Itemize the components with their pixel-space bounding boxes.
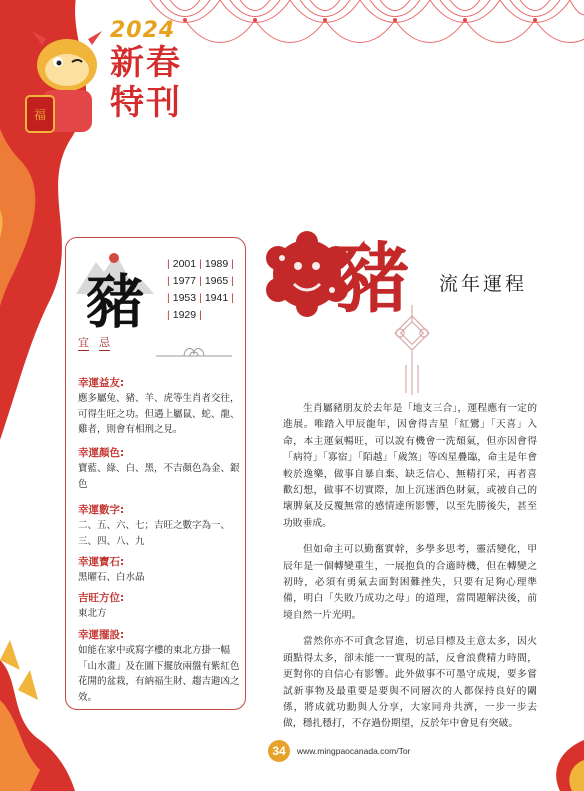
section-heading: 幸運益友: <box>78 377 125 389</box>
section-body: 黑曜石、白水晶 <box>78 572 145 583</box>
svg-text:福: 福 <box>33 108 47 122</box>
section-body: 寶藍、綠、白、黑，不吉顏色為金、銀色 <box>78 463 240 490</box>
section-heading: 幸運數字: <box>78 504 125 516</box>
footer-url[interactable]: www.mingpaocanada.com/Tor <box>297 746 411 756</box>
section-body: 東北方 <box>78 608 107 619</box>
year-row: | 2001 | 1989 | <box>167 258 234 270</box>
article-paragraph: 當然你亦不可貪念冒進，切忌目標及主意太多，因火頭點得太多，卻未能一一實現的話，反會浪費精力時間，更對你的自信心有影響。此外做事不可墨守成規，要多嘗試新事物及最重要是要與不同層次的人都保持良好的關係，將成就功勳與人分享，大家同舟共濟，一步一步去做，穩扎穩打，不存過份期望，反於年中會見有突破。 <box>283 636 537 730</box>
suitable-label: 宜 <box>78 336 89 349</box>
birth-years-list <box>164 256 244 324</box>
title-subtitle: 流年運程 <box>439 273 528 295</box>
title-zodiac-character: 豬 <box>333 234 409 323</box>
section-body: 如能在家中或寫字樓的東北方掛一幅「山水畫」及在圖下擺放兩盤有紫紅色花開的盆栽，有納福生財、趨吉避凶之效。 <box>78 645 240 703</box>
section-heading: 幸運擺設: <box>78 629 125 641</box>
section-body: 應多屬兔、豬、羊、虎等生肖者交往，可得生旺之功。但遇上屬鼠、蛇、龍、雞者，則會有相刑之見。 <box>78 393 240 435</box>
dragon-tail-decoration <box>0 640 80 791</box>
year-row: | 1953 | 1941 | <box>167 292 234 304</box>
section-heading: 幸運寶石: <box>78 556 125 568</box>
lucky-decor-section <box>78 628 240 705</box>
page-number-badge: 34 <box>268 740 290 762</box>
section-heading: 幸運顏色: <box>78 447 125 459</box>
chinese-knot-icon <box>392 305 432 395</box>
zodiac-character: 豬 <box>86 268 145 336</box>
suitable-avoid-labels <box>78 334 120 351</box>
lucky-numbers-section <box>78 503 240 549</box>
article-paragraph: 生肖屬豬朋友於去年是「地支三合」，運程應有一定的進展。唯踏入甲辰龍年，因會得吉星「紅鸞」「天喜」入命，本主運氣暢旺，可以說有機會一洗頹氣，但亦因會得「病符」「寡宿」「陌越」「歲煞」等凶星疊臨，命主是年會較於逸樂，做事自暴自棄、缺乏信心、無精打采，再者喜歡幻想，做事不切實際，加上沉迷酒色財氣，或被自己的壞脾氣及反覆無常的感情達所影響，以至先勝後失，甚至功敗垂成。 <box>283 403 537 529</box>
card-hero <box>72 248 172 348</box>
lucky-direction-section <box>78 591 240 622</box>
issue-title-line2: 特刊 <box>110 83 182 123</box>
lucky-friends-section <box>78 376 240 438</box>
corner-swirl-decoration <box>520 720 584 791</box>
dragon-mascot-icon <box>12 20 112 140</box>
article-paragraph: 但如命主可以勤奮實幹，多學多思考，靈活變化，甲辰年是一個轉變重生，一展抱負的合適時機，但在轉變之初時，必須有勇氣去面對困難挫失，只要有足夠心理準備，明白「失敗乃成功之母」的道理，當問題解決後，前境自然一片光明。 <box>283 544 537 621</box>
zodiac-info-card <box>65 237 246 710</box>
issue-masthead <box>110 18 220 123</box>
lucky-gems-section <box>78 555 240 586</box>
year-row: | 1977 | 1965 | <box>167 275 234 287</box>
cloud-decoration-icon <box>154 342 234 358</box>
issue-year: 2024 <box>110 18 176 43</box>
issue-title-line1: 新春 <box>110 43 182 83</box>
year-row: | 1929 | <box>167 309 202 321</box>
article-body <box>283 401 537 743</box>
section-heading: 吉旺方位: <box>78 592 125 604</box>
lucky-colors-section <box>78 446 240 492</box>
avoid-label: 忌 <box>99 336 110 349</box>
section-body: 二、五、六、七；吉旺之數字為一、三、四、八、九 <box>78 520 231 547</box>
